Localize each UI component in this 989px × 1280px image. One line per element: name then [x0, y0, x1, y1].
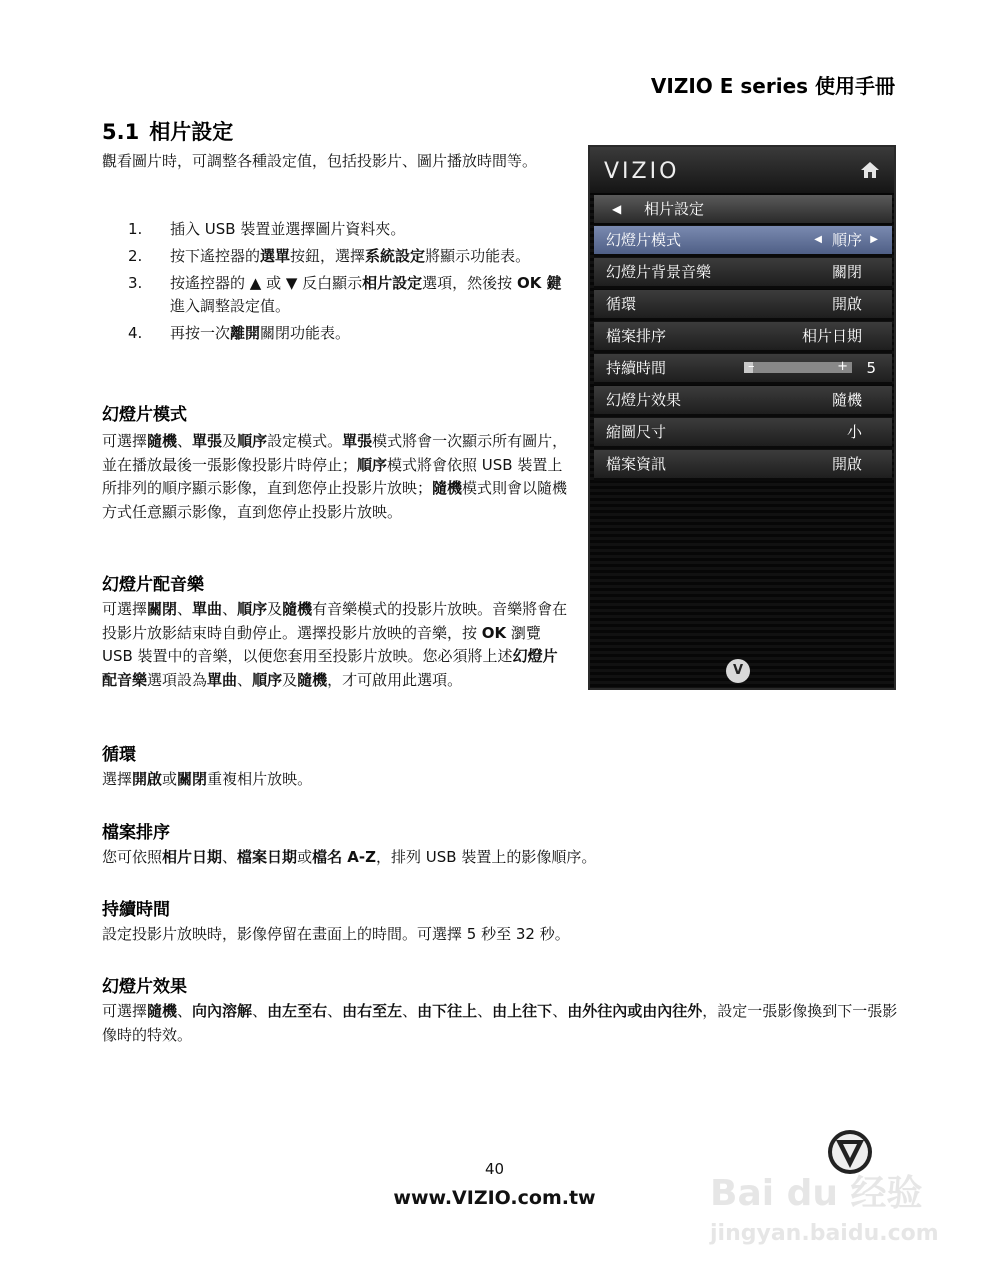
step-number: 1. [128, 220, 143, 238]
tv-row-value: 開啟 [831, 455, 862, 473]
step-text: 按下遙控器的選單按鈕，選擇系統設定將顯示功能表。 [170, 247, 531, 265]
tv-row-label: 幻燈片效果 [606, 391, 682, 409]
watermark-line1: Bai du 经验 [710, 1173, 923, 1214]
step-text: 再按一次離開關閉功能表。 [170, 324, 351, 342]
subsection-body: 可選擇隨機、向內溶解、由左至右、由右至左、由下往上、由上往下、由外往內或由內往外，設定一張影像換到下一張影像時的特效。 [102, 1002, 898, 1044]
step-item [128, 218, 568, 241]
tv-row-value: 5 [866, 359, 876, 377]
step-text: 插入 USB 裝置並選擇圖片資料夾。 [170, 220, 406, 238]
tv-row-value: 相片日期 [801, 327, 862, 345]
step-item [128, 322, 568, 345]
section-heading [102, 116, 233, 146]
vizio-logo: VIZIO [604, 159, 680, 184]
subsection-title: 檔案排序 [102, 823, 170, 843]
tv-submenu-header [594, 195, 892, 223]
tv-menu-row [594, 354, 892, 385]
step-item [128, 245, 568, 268]
tv-row-value: 關閉 [831, 263, 862, 281]
tv-submenu-title: 相片設定 [644, 200, 705, 218]
step-number: 3. [128, 274, 143, 292]
page-number: 40 [484, 1160, 505, 1178]
tv-row-label: 持續時間 [606, 359, 667, 377]
tv-menu-row [594, 418, 892, 449]
tv-row-label: 檔案排序 [606, 327, 667, 345]
duration-slider [744, 359, 852, 374]
tv-row-value: 順序 [831, 231, 862, 249]
tv-row-label: 循環 [606, 295, 637, 313]
watermark-line2: jingyan.baidu.com [710, 1221, 939, 1246]
tv-row-value: 小 [846, 423, 862, 441]
footer-url: www.VIZIO.com.tw [393, 1187, 596, 1209]
plus-icon: + [837, 359, 848, 374]
minus-icon: – [748, 359, 755, 374]
right-arrow-icon: ▶ [870, 234, 878, 245]
subsection-body: 設定投影片放映時，影像停留在畫面上的時間。可選擇 5 秒至 32 秒。 [102, 925, 570, 943]
subsection-body: 可選擇隨機、單張及順序設定模式。單張模式將會一次顯示所有圖片，並在播放最後一張影像投影片時停止；順序模式將會依照 USB 裝置上所排列的順序顯示影像，直到您停止投影片放映；隨機模式則會以隨機方式任意顯示影像，直到您停止投影片放映。 [102, 432, 568, 521]
subsection-title: 幻燈片效果 [102, 977, 187, 997]
home-icon [860, 161, 880, 179]
tv-row-label: 檔案資訊 [606, 455, 667, 473]
tv-row-label: 幻燈片背景音樂 [606, 263, 712, 281]
section-title: 相片設定 [149, 120, 234, 144]
tv-menu-row [594, 290, 892, 321]
subsection-title: 幻燈片配音樂 [102, 575, 204, 595]
header-title: VIZIO E series 使用手冊 [650, 74, 895, 98]
subsection-body: 選擇開啟或關閉重複相片放映。 [102, 770, 313, 788]
tv-menu-screenshot [588, 145, 896, 690]
subsection-body: 可選擇關閉、單曲、順序及隨機有音樂模式的投影片放映。音樂將會在投影片放影結束時自動停止。選擇投影片放映的音樂，按 OK 瀏覽 USB 裝置中的音樂，以便您套用至投影片放映。您必須將上述幻燈片配音樂選項設為單曲、順序及隨機，才可啟用此選項。 [102, 600, 568, 689]
intro-paragraph: 觀看圖片時，可調整各種設定值，包括投影片、圖片播放時間等。 [102, 152, 538, 170]
subsection-title: 幻燈片模式 [102, 405, 187, 425]
step-number: 4. [128, 324, 143, 342]
tv-row-value: 開啟 [831, 295, 862, 313]
back-arrow-icon: ◀ [612, 202, 622, 216]
step-number: 2. [128, 247, 143, 265]
left-arrow-icon: ◀ [814, 234, 822, 245]
subsection-title: 循環 [102, 745, 136, 765]
tv-row-label: 縮圖尺寸 [606, 423, 667, 441]
scroll-down-icon: V [726, 659, 750, 683]
step-text: 按遙控器的 ▲ 或 ▼ 反白顯示相片設定選項，然後按 OK 鍵進入調整設定值。 [170, 274, 562, 315]
baidu-watermark [700, 1160, 940, 1260]
tv-menu-row [594, 226, 892, 257]
tv-menu-row [594, 322, 892, 353]
tv-menu-row [594, 258, 892, 289]
tv-row-value: 隨機 [831, 391, 862, 409]
tv-row-label: 幻燈片模式 [606, 231, 682, 249]
step-item [128, 272, 568, 318]
subsection-body: 您可依照相片日期、檔案日期或檔名 A-Z，排列 USB 裝置上的影像順序。 [102, 848, 597, 866]
section-number: 5.1 [102, 120, 140, 144]
steps-list [128, 218, 568, 349]
tv-menu-row [594, 450, 892, 481]
tv-menu-row [594, 386, 892, 417]
tv-menu-topbar [590, 147, 894, 193]
subsection-title: 持續時間 [102, 900, 170, 920]
